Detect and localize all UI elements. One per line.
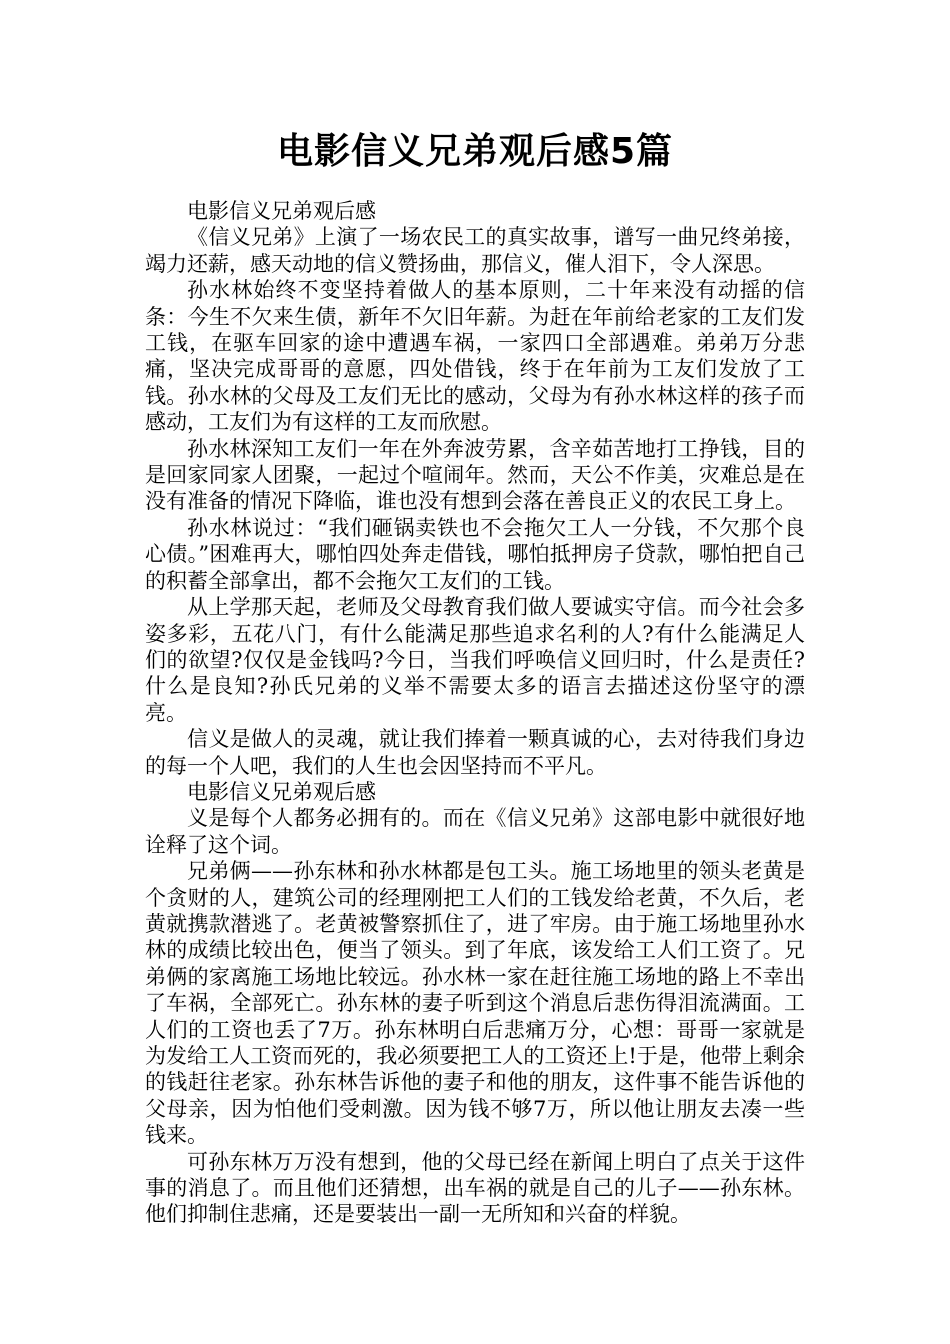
body-paragraph: 孙水林深知工友们一年在外奔波劳累，含辛茹苦地打工挣钱，目的是回家同家人团聚，一起过个喧闹年。然而，天公不作美，灾难总是在没有准备的情况下降临，谁也没有想到会落在善良正义的农民工身上。 bbox=[145, 436, 805, 514]
section-heading: 电影信义兄弟观后感 bbox=[187, 779, 376, 804]
section-heading: 电影信义兄弟观后感 bbox=[187, 199, 376, 223]
body-paragraph: 兄弟俩——孙东林和孙水林都是包工头。施工场地里的领头老黄是个贪财的人，建筑公司的经理刚把工人们的工钱发给老黄，不久后，老黄就携款潜逃了。老黄被警察抓住了，进了牢房。由于施工场地里孙水林的成绩比较出色，便当了领头。到了年底，该发给工人们工资了。兄弟俩的家离施工场地比较远。孙水林一家在赶往施工场地的路上不幸出了车祸，全部死亡。孙东林的妻子听到这个消息后悲伤得泪流满面。工人们的工资也丢了7万。孙东林明白后悲痛万分，心想：哥哥一家就是为发给工人工资而死的，我必须要把工人的工资还上!于是，他带上剩余的钱赶往老家。孙东林告诉他的妻子和他的朋友，这件事不能告诉他的父母亲，因为怕他们受刺激。因为钱不够7万，所以他让朋友去凑一些钱来。 bbox=[145, 859, 805, 1148]
body-paragraph: 孙水林说过：“我们砸锅卖铁也不会拖欠工人一分钱，不欠那个良心债。”困难再大，哪怕四处奔走借钱，哪怕抵押房子贷款，哪怕把自己的积蓄全部拿出，都不会拖欠工友们的工钱。 bbox=[145, 515, 805, 593]
body-paragraph: 从上学那天起，老师及父母教育我们做人要诚实守信。而今社会多姿多彩，五花八门，有什么能满足那些追求名利的人?有什么能满足人们的欲望?仅仅是金钱吗?今日，当我们呼唤信义回归时，什么是责任?什么是良知?孙氏兄弟的义举不需要太多的语言去描述这份坚守的漂亮。 bbox=[145, 595, 805, 725]
body-paragraph: 义是每个人都务必拥有的。而在《信义兄弟》这部电影中就很好地诠释了这个词。 bbox=[145, 806, 805, 857]
body-paragraph: 可孙东林万万没有想到，他的父母已经在新闻上明白了点关于这件事的消息了。而且他们还猜想，出车祸的就是自己的儿子——孙东林。他们抑制住悲痛，还是要装出一副一无所知和兴奋的样貌。 bbox=[145, 1149, 805, 1227]
body-paragraph: 孙水林始终不变坚持着做人的基本原则，二十年来没有动摇的信条：今生不欠来生债，新年不欠旧年薪。为赶在年前给老家的工友们发工钱，在驱车回家的途中遭遇车祸，一家四口全部遇难。弟弟万分悲痛，坚决完成哥哥的意愿，四处借钱，终于在年前为工友们发放了工钱。孙水林的父母及工友们无比的感动，父母为有孙水林这样的孩子而感动，工友们为有这样的工友而欣慰。 bbox=[145, 278, 805, 435]
body-paragraph: 信义是做人的灵魂，就让我们捧着一颗真诚的心，去对待我们身边的每一个人吧，我们的人生也会因坚持而不平凡。 bbox=[145, 727, 805, 778]
body-paragraph: 《信义兄弟》上演了一场农民工的真实故事，谱写一曲兄终弟接，竭力还薪，感天动地的信义赞扬曲，那信义，催人泪下，令人深思。 bbox=[145, 225, 805, 276]
document-body bbox=[145, 198, 805, 1228]
document-title: 电影信义兄弟观后感5篇 bbox=[276, 131, 674, 172]
